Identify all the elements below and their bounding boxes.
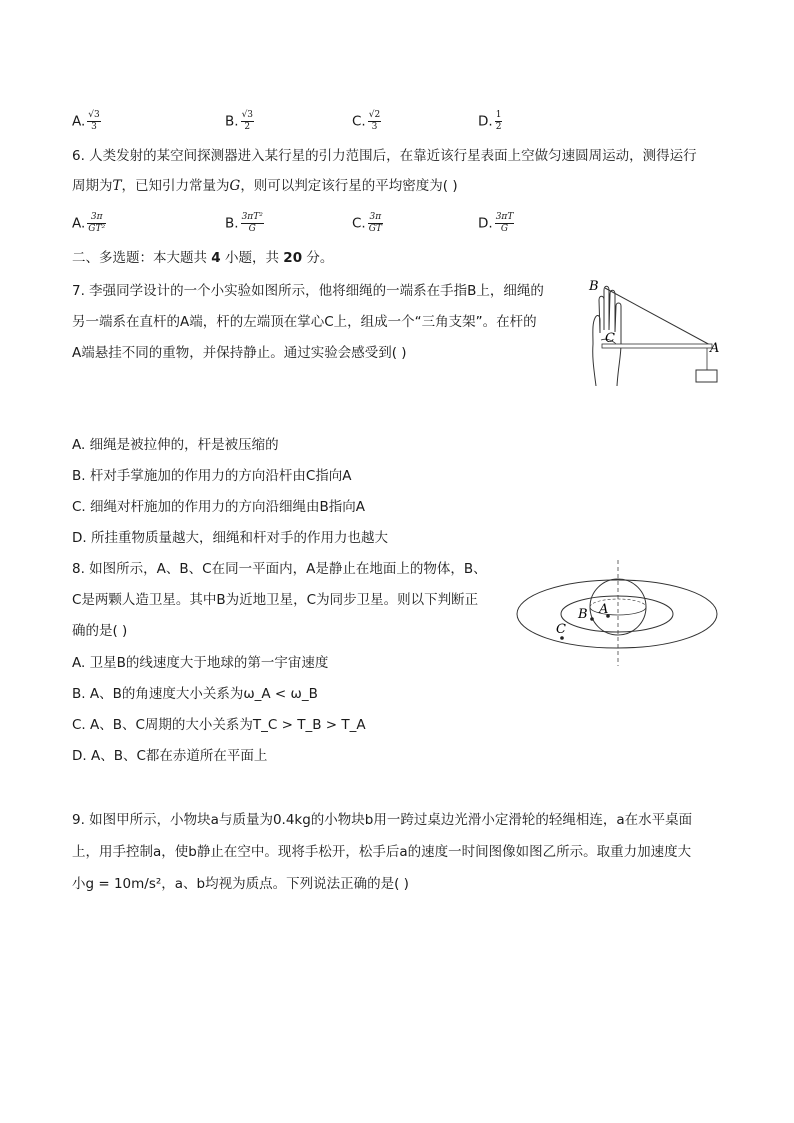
- label-b: B: [578, 607, 588, 622]
- numerator: 1: [495, 110, 502, 120]
- numerator: 3πT: [495, 212, 514, 222]
- denominator: 2: [244, 122, 251, 132]
- denominator: G: [248, 224, 256, 234]
- orbit-figure: [512, 558, 722, 670]
- q9-stem-line2: 上，用手控制a，使b静止在空中。现将手松开，松手后a的速度一时间图像如图乙所示。取重力加速度大: [72, 844, 692, 860]
- option-label: C.: [352, 113, 366, 130]
- denominator: GT²: [88, 224, 106, 234]
- q8-option-b: B. A、B的角速度大小关系为ω_A < ω_B: [72, 686, 318, 702]
- q7-option-c: C. 细绳对杆施加的作用力的方向沿细绳由B指向A: [72, 499, 366, 515]
- option-fraction: [495, 110, 503, 133]
- option-fraction: [368, 212, 383, 235]
- denominator: 3: [371, 122, 378, 132]
- label-a: A: [599, 602, 609, 617]
- option-label: A.: [72, 215, 86, 232]
- section-heading: 二、多选题：本大题共 4 小题，共 20 分。: [72, 250, 334, 266]
- option-label: B.: [225, 215, 239, 232]
- q8-stem-line1: 8. 如图所示，A、B、C在同一平面内，A是静止在地面上的物体，B、: [72, 561, 487, 577]
- option-label: D.: [478, 113, 493, 130]
- q6-option-d: [478, 212, 514, 235]
- q7-option-d: D. 所挂重物质量越大，细绳和杆对手的作用力也越大: [72, 530, 388, 546]
- q6-stem-line1: 6. 人类发射的某空间探测器进入某行星的引力范围后，在靠近该行星表面上空做匀速圆周运动，测得运行: [72, 148, 697, 164]
- q5-option-c: [352, 110, 381, 133]
- label-b: B: [589, 279, 599, 294]
- q5-option-b: [225, 110, 254, 133]
- label-c: C: [556, 622, 566, 637]
- numerator: 3πT²: [241, 212, 263, 222]
- numerator: √3: [88, 110, 100, 120]
- denominator: GT: [368, 224, 382, 234]
- q7-stem-line2: 另一端系在直杆的A端，杆的左端顶在掌心C上，组成一个“三角支架”。在杆的: [72, 314, 537, 330]
- q5-option-a: [72, 110, 101, 133]
- q9-stem-line3: 小g = 10m/s²，a、b均视为质点。下列说法正确的是( ): [72, 876, 409, 892]
- q7-option-a: A. 细绳是被拉伸的，杆是被压缩的: [72, 437, 279, 453]
- q6-option-b: [225, 212, 264, 235]
- q5-option-d: [478, 110, 502, 133]
- option-label: C.: [352, 215, 366, 232]
- option-label: B.: [225, 113, 239, 130]
- option-label: D.: [478, 215, 493, 232]
- option-fraction: [495, 212, 515, 235]
- q7-stem-line1: 7. 李强同学设计的一个小实验如图所示，他将细绳的一端系在手指B上，细绳的: [72, 283, 544, 299]
- denominator: 3: [91, 122, 97, 132]
- numerator: √2: [368, 110, 381, 120]
- label-c: C: [605, 331, 615, 346]
- q7-stem-line3: A端悬挂不同的重物，并保持静止。通过实验会感受到( ): [72, 345, 407, 361]
- option-fraction: [241, 212, 264, 235]
- q9-stem-line1: 9. 如图甲所示，小物块a与质量为0.4kg的小物块b用一跨过桌边光滑小定滑轮的轻绳相连，a在水平桌面: [72, 812, 693, 828]
- option-fraction: [241, 110, 254, 133]
- denominator: 2: [495, 122, 502, 132]
- q6-stem-line2: 周期为T，已知引力常量为G，则可以判定该行星的平均密度为( ): [72, 178, 458, 194]
- option-fraction: [368, 110, 381, 133]
- option-fraction: [87, 110, 100, 133]
- label-a: A: [710, 341, 720, 356]
- q6-option-c: [352, 212, 383, 235]
- numerator: √3: [241, 110, 254, 120]
- option-fraction: [87, 212, 106, 235]
- q6-option-a: [72, 212, 106, 235]
- q8-option-c: C. A、B、C周期的大小关系为T_C > T_B > T_A: [72, 717, 366, 733]
- q8-stem-line3: 确的是( ): [72, 623, 128, 639]
- hand-triangle-figure: [572, 278, 732, 390]
- numerator: 3π: [87, 212, 106, 224]
- q8-option-a: A. 卫星B的线速度大于地球的第一宇宙速度: [72, 655, 329, 671]
- q8-stem-line2: C是两颗人造卫星。其中B为近地卫星，C为同步卫星。则以下判断正: [72, 592, 479, 608]
- q7-option-b: B. 杆对手掌施加的作用力的方向沿杆由C指向A: [72, 468, 352, 484]
- numerator: 3π: [369, 212, 382, 222]
- denominator: G: [500, 224, 509, 234]
- q8-option-d: D. A、B、C都在赤道所在平面上: [72, 748, 268, 764]
- option-label: A.: [72, 113, 86, 130]
